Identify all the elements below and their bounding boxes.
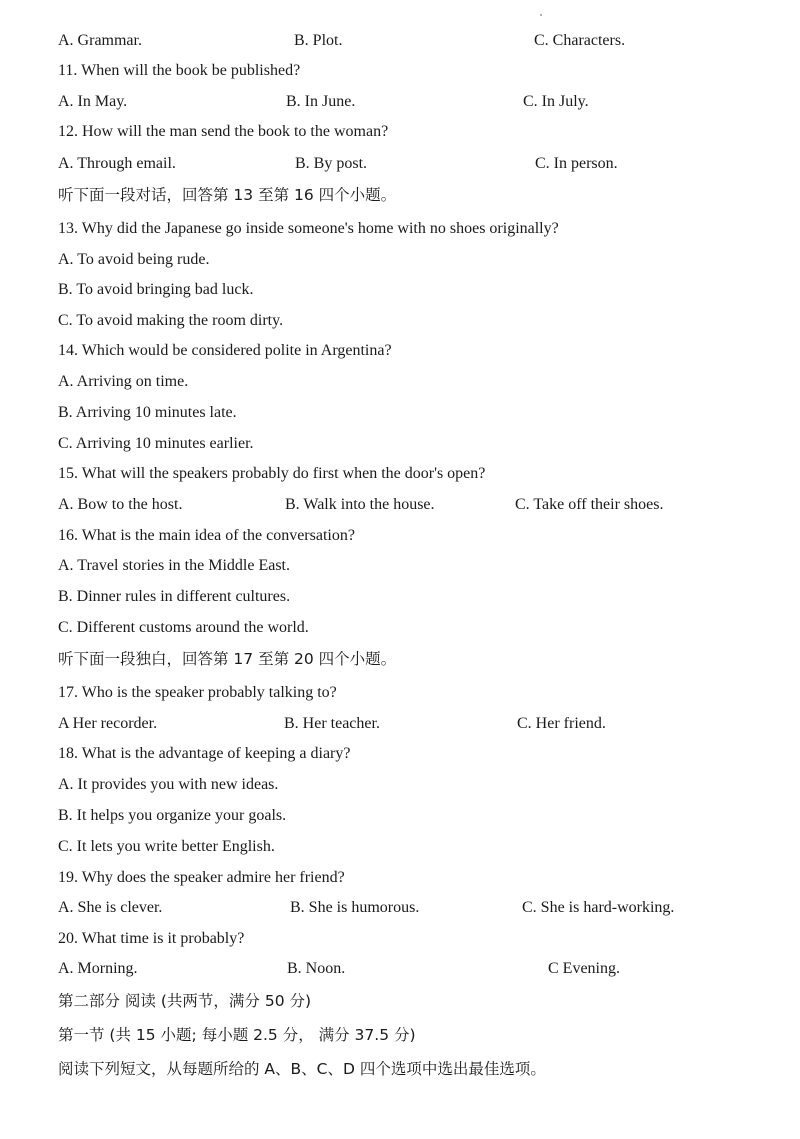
q12-option-b: B. By post.: [295, 155, 368, 172]
q10-option-a: A. Grammar.: [58, 32, 142, 49]
q14-option-b: B. Arriving 10 minutes late.: [58, 404, 237, 421]
q20-option-c: C Evening.: [548, 960, 620, 977]
q15-option-b: B. Walk into the house.: [285, 496, 435, 513]
q13-option-a: A. To avoid being rude.: [58, 251, 210, 268]
q15-option-c: C. Take off their shoes.: [515, 496, 664, 513]
q11-option-c: C. In July.: [523, 93, 589, 110]
scan-speck: [540, 14, 542, 16]
q18-option-a: A. It provides you with new ideas.: [58, 776, 279, 793]
q12-question: 12. How will the man send the book to the woman?: [58, 123, 389, 140]
q10-option-c: C. Characters.: [534, 32, 626, 49]
q10-option-b: B. Plot.: [294, 32, 343, 49]
q13-option-b: B. To avoid bringing bad luck.: [58, 281, 254, 298]
instruction-13-16: 听下面一段对话，回答第 13 至第 16 四个小题。: [58, 186, 397, 204]
q19-option-a: A. She is clever.: [58, 899, 163, 916]
q17-option-c: C. Her friend.: [517, 715, 606, 732]
q11-option-b: B. In June.: [286, 93, 356, 110]
q18-option-c: C. It lets you write better English.: [58, 838, 275, 855]
q15-option-a: A. Bow to the host.: [58, 496, 183, 513]
q20-option-b: B. Noon.: [287, 960, 346, 977]
reading-instruction: 阅读下列短文，从每题所给的 A、B、C、D 四个选项中选出最佳选项。: [58, 1060, 546, 1078]
q14-option-c: C. Arriving 10 minutes earlier.: [58, 435, 254, 452]
q20-option-a: A. Morning.: [58, 960, 138, 977]
q11-question: 11. When will the book be published?: [58, 62, 301, 79]
q16-question: 16. What is the main idea of the conversation?: [58, 527, 355, 544]
q13-question: 13. Why did the Japanese go inside someone's home with no shoes originally?: [58, 220, 559, 237]
q19-option-b: B. She is humorous.: [290, 899, 420, 916]
section1-title: 第一节 (共 15 小题; 每小题 2.5 分， 满分 37.5 分): [58, 1026, 416, 1044]
q18-question: 18. What is the advantage of keeping a diary?: [58, 745, 351, 762]
q14-question: 14. Which would be considered polite in Argentina?: [58, 342, 392, 359]
q12-option-c: C. In person.: [535, 155, 618, 172]
q17-option-a: A Her recorder.: [58, 715, 158, 732]
q19-option-c: C. She is hard-working.: [522, 899, 675, 916]
q14-option-a: A. Arriving on time.: [58, 373, 189, 390]
q16-option-a: A. Travel stories in the Middle East.: [58, 557, 290, 574]
q12-option-a: A. Through email.: [58, 155, 176, 172]
q16-option-c: C. Different customs around the world.: [58, 619, 309, 636]
part2-title: 第二部分 阅读 (共两节，满分 50 分): [58, 992, 312, 1010]
q13-option-c: C. To avoid making the room dirty.: [58, 312, 284, 329]
q17-option-b: B. Her teacher.: [284, 715, 380, 732]
q19-question: 19. Why does the speaker admire her friend?: [58, 869, 345, 886]
q18-option-b: B. It helps you organize your goals.: [58, 807, 287, 824]
q16-option-b: B. Dinner rules in different cultures.: [58, 588, 291, 605]
q15-question: 15. What will the speakers probably do first when the door's open?: [58, 465, 486, 482]
q11-option-a: A. In May.: [58, 93, 128, 110]
q20-question: 20. What time is it probably?: [58, 930, 245, 947]
instruction-17-20: 听下面一段独白，回答第 17 至第 20 四个小题。: [58, 650, 397, 668]
q17-question: 17. Who is the speaker probably talking to?: [58, 684, 337, 701]
